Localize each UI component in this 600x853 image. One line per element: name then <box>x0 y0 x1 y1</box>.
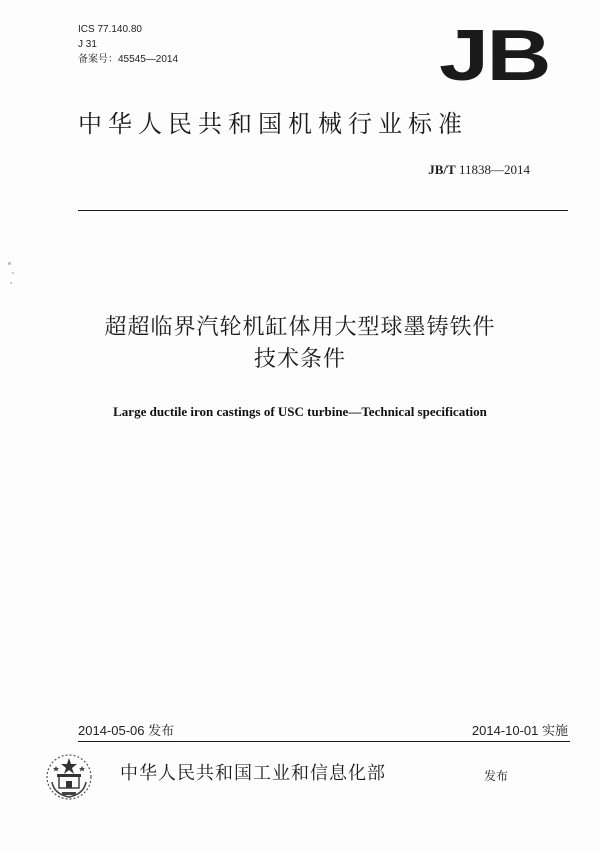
document-title-cn <box>0 312 600 376</box>
document-title-en: Large ductile iron castings of USC turbine—Technical specification <box>113 404 487 419</box>
jb-logo-text: JB <box>438 16 550 96</box>
footer-divider <box>78 741 570 742</box>
title-cn-line-2: 技术条件 <box>253 347 346 372</box>
standard-code <box>428 162 530 178</box>
national-emblem-icon <box>44 752 94 802</box>
implementation-date: 2014-10-01 实施 <box>471 723 568 738</box>
scan-speck <box>8 262 11 265</box>
scan-speck <box>12 272 14 274</box>
issuing-authority-suffix: 发布 <box>484 769 509 783</box>
issuing-authority: 中华人民共和国工业和信息化部 <box>120 763 386 784</box>
standard-category-title: 中华人民共和国机械行业标准 <box>78 110 468 138</box>
jb-logo <box>438 16 550 96</box>
standard-code-number: 11838—2014 <box>458 162 530 177</box>
ccs-code: J 31 <box>78 39 97 50</box>
scan-speck <box>10 282 12 284</box>
standard-code-prefix: JB/T <box>428 162 456 177</box>
record-number: 备案号：45545—2014 <box>78 54 179 65</box>
classification-block <box>78 22 178 67</box>
ics-code: ICS 77.140.80 <box>78 24 142 35</box>
issue-date: 2014-05-06 发布 <box>78 723 175 738</box>
header-divider <box>78 210 568 211</box>
title-cn-line-1: 超超临界汽轮机缸体用大型球墨铸铁件 <box>104 315 496 340</box>
